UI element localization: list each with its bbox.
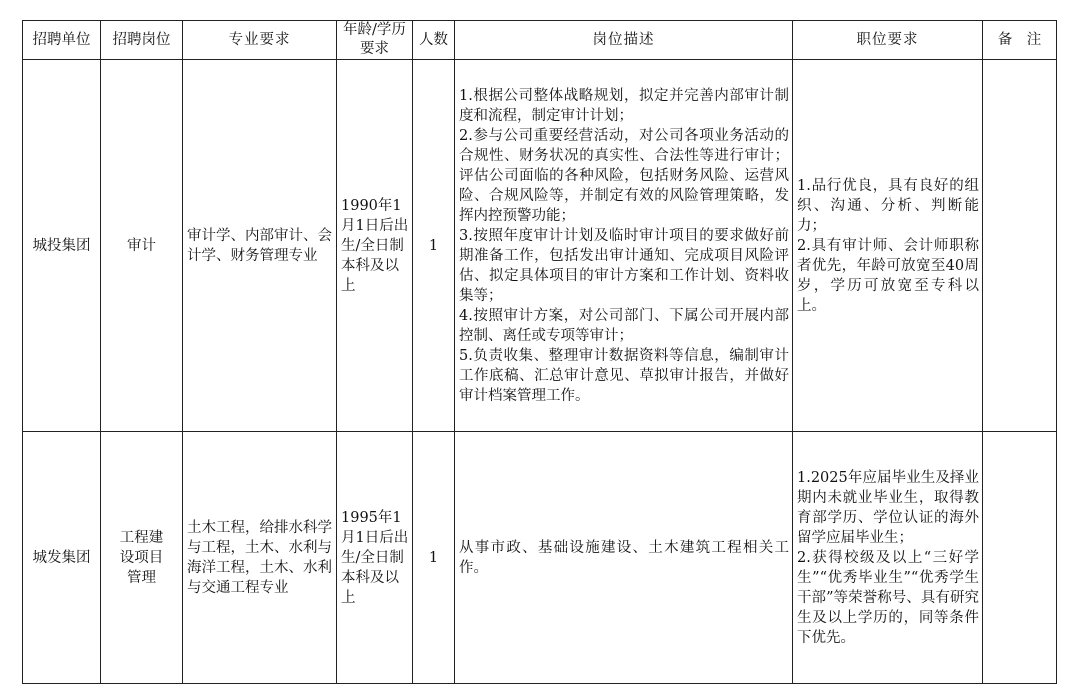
header-age: 年龄/学历要求 xyxy=(337,21,413,60)
count-cell: 1 xyxy=(413,432,455,684)
remarks-cell xyxy=(983,432,1057,684)
description-item: 从事市政、基础设施建设、土木建筑工程相关工作。 xyxy=(459,539,789,576)
recruitment-table xyxy=(22,20,1057,684)
description-item: 3.按照年度审计计划及临时审计项目的要求做好前期准备工作，包括发出审计通知、完成项目风险评估、拟定具体项目的审计方案和工作计划、资料收集等； xyxy=(459,227,789,304)
unit-cell: 城发集团 xyxy=(23,432,101,684)
description-item: 2.参与公司重要经营活动，对公司各项业务活动的合规性、财务状况的真实性、合法性等进行审计；评估公司面临的各种风险，包括财务风险、运营风险、合规风险等，并制定有效的风险管理策略，发挥内控预警功能； xyxy=(459,127,789,224)
description-item: 5.负责收集、整理审计数据资料等信息，编制审计工作底稿、汇总审计意见、草拟审计报告，并做好审计档案管理工作。 xyxy=(459,347,789,404)
description-item: 1.根据公司整体战略规划，拟定并完善内部审计制度和流程，制定审计计划； xyxy=(459,87,789,124)
description-cell xyxy=(455,60,793,432)
unit-cell: 城投集团 xyxy=(23,60,101,432)
requirement-item: 1.2025年应届毕业生及择业期内未就业毕业生，取得教育部学历、学位认证的海外留学应届毕业生； xyxy=(797,469,979,546)
age-cell: 1995年1月1日后出生/全日制本科及以上 xyxy=(337,432,413,684)
header-remarks: 备 注 xyxy=(983,21,1057,60)
requirement-item: 2.具有审计师、会计师职称者优先，年龄可放宽至40周岁，学历可放宽至专科以上。 xyxy=(797,237,979,314)
description-item: 4.按照审计方案，对公司部门、下属公司开展内部控制、离任或专项等审计； xyxy=(459,307,789,344)
header-major: 专业要求 xyxy=(183,21,337,60)
requirement-item: 1.品行优良，具有良好的组织、沟通、分析、判断能力； xyxy=(797,177,979,234)
header-count: 人数 xyxy=(413,21,455,60)
header-unit: 招聘单位 xyxy=(23,21,101,60)
table-row xyxy=(23,60,1057,432)
header-description: 岗位描述 xyxy=(455,21,793,60)
count-cell: 1 xyxy=(413,60,455,432)
major-cell: 审计学、内部审计、会计学、财务管理专业 xyxy=(183,60,337,432)
remarks-cell xyxy=(983,60,1057,432)
header-position: 招聘岗位 xyxy=(101,21,183,60)
table-row xyxy=(23,432,1057,684)
age-cell: 1990年1月1日后出生/全日制本科及以上 xyxy=(337,60,413,432)
requirement-item: 2.获得校级及以上“三好学生”“优秀毕业生”“优秀学生干部”等荣誉称号、具有研究生及以上学历的，同等条件下优先。 xyxy=(797,549,979,646)
header-requirements: 职位要求 xyxy=(793,21,983,60)
header-row xyxy=(23,21,1057,60)
position-cell: 工程建设项目管理 xyxy=(101,432,183,684)
major-cell: 土木工程，给排水科学与工程，土木、水利与海洋工程，土木、水利与交通工程专业 xyxy=(183,432,337,684)
position-cell: 审计 xyxy=(101,60,183,432)
requirements-cell xyxy=(793,60,983,432)
requirements-cell xyxy=(793,432,983,684)
description-cell xyxy=(455,432,793,684)
